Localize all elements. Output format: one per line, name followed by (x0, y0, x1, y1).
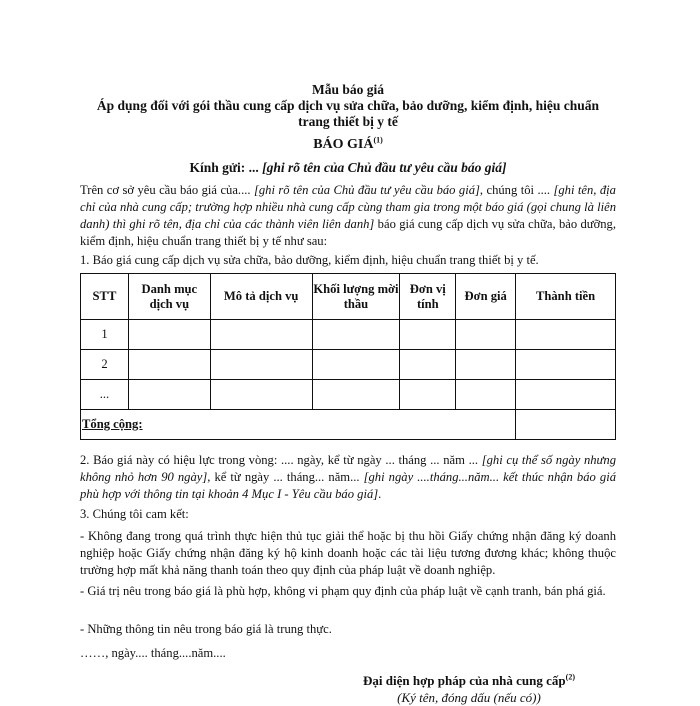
table-cell (456, 380, 516, 410)
table-cell (456, 320, 516, 350)
table-cell (210, 350, 312, 380)
footnote-marker-2: (2) (565, 672, 575, 682)
intro-placeholder-supplier: [ghi tên, địa chỉ của nhà cung cấp; trường hợp nhiều nhà cung cấp cùng tham gia trong một báo giá (gọi chung là liên danh) thì ghi rõ tên, địa chỉ của các thành viên liên danh] (80, 183, 616, 231)
section-2-validity (80, 452, 616, 503)
document-title-text: BÁO GIÁ (313, 137, 374, 152)
commitment-item-1: - Không đang trong quá trình thực hiện thủ tục giải thể hoặc bị thu hồi Giấy chứng nhận đăng ký doanh nghiệp hoặc Giấy chứng nhận đăng ký hộ kinh doanh hoặc các tài liệu tương đương khác; không thuộc trường hợp mất khả năng thanh toán theo quy định của pháp luật về doanh nghiệp. (80, 529, 616, 577)
row-number: ... (81, 380, 129, 410)
table-cell (128, 320, 210, 350)
commitment-item-2: - Giá trị nêu trong báo giá là phù hợp, không vi phạm quy định của pháp luật về cạnh tranh, bán phá giá. (80, 584, 606, 598)
col-header-service-category: Danh mục dịch vụ (128, 274, 210, 320)
recipient-line (80, 160, 616, 176)
section-3-heading: 3. Chúng tôi cam kết: (80, 507, 189, 521)
table-cell (312, 320, 400, 350)
col-header-quantity: Khối lượng mời thầu (312, 274, 400, 320)
table-cell (400, 320, 456, 350)
validity-placeholder-days: [ghi cụ thể số ngày nhưng không nhỏ hơn 90 ngày] (80, 453, 617, 484)
validity-text-2: , kể từ ngày ... tháng... năm... (207, 470, 364, 484)
col-header-amount: Thành tiền (516, 274, 616, 320)
table-row (81, 350, 616, 380)
recipient-label: Kính gửi: ... (189, 160, 263, 175)
intro-placeholder-investor: [ghi rõ tên của Chủ đầu tư yêu cầu báo giá] (253, 183, 480, 197)
col-header-service-description: Mô tả dịch vụ (210, 274, 312, 320)
signature-title (349, 673, 589, 689)
intro-paragraph (80, 182, 616, 250)
total-value-cell (516, 410, 616, 440)
intro-text-2: , chúng tôi .... (479, 183, 554, 197)
signature-title-text: Đại diện hợp pháp của nhà cung cấp (363, 673, 566, 688)
col-header-unit: Đơn vị tính (400, 274, 456, 320)
table-cell (128, 350, 210, 380)
intro-text-1: Trên cơ sở yêu cầu báo giá của.... (80, 183, 254, 197)
form-scope-line: Áp dụng đối với gói thầu cung cấp dịch vụ sửa chữa, bảo dưỡng, kiểm định, hiệu chuẩn (96, 98, 600, 113)
table-cell (312, 350, 400, 380)
validity-text-3: . (378, 487, 382, 501)
document-title (80, 137, 616, 153)
col-header-stt: STT (81, 274, 129, 320)
table-cell (128, 380, 210, 410)
table-cell (516, 380, 616, 410)
total-row (81, 410, 616, 440)
commitment-item-3: - Những thông tin nêu trong báo giá là trung thực. (80, 622, 332, 636)
table-cell (210, 320, 312, 350)
table-cell (456, 350, 516, 380)
table-row (81, 320, 616, 350)
table-cell (312, 380, 400, 410)
footnote-marker-1: (1) (373, 135, 383, 145)
table-cell (516, 350, 616, 380)
validity-text-1: 2. Báo giá này có hiệu lực trong vòng: .... ngày, kể từ ngày ... tháng ... năm ... (80, 453, 482, 467)
validity-placeholder-end-date: [ghi ngày ....tháng...năm... kết thúc nhận báo giá phù hợp với thông tin tại khoản 4 Mục I - Yêu cầu báo giá] (80, 470, 616, 501)
signature-note: (Ký tên, đóng dấu (nếu có)) (397, 690, 541, 705)
section-1-heading: 1. Báo giá cung cấp dịch vụ sửa chữa, bảo dưỡng, kiểm định, hiệu chuẩn trang thiết bị y tế. (80, 253, 539, 267)
table-cell (516, 320, 616, 350)
intro-text-3: báo giá cung cấp dịch vụ sửa chữa, bảo dưỡng, kiểm định, hiệu chuẩn trang thiết bị y tế như sau: (80, 217, 617, 248)
total-label: Tổng cộng: (81, 410, 516, 440)
row-number: 1 (81, 320, 129, 350)
table-header-row (81, 274, 616, 320)
table-cell (400, 350, 456, 380)
col-header-unit-price: Đơn giá (456, 274, 516, 320)
row-number: 2 (81, 350, 129, 380)
recipient-placeholder: [ghi rõ tên của Chủ đầu tư yêu cầu báo giá] (262, 160, 507, 175)
date-line: ……, ngày.... tháng....năm.... (80, 646, 226, 660)
table-row (81, 380, 616, 410)
form-label: Mẫu báo giá (311, 82, 384, 97)
quotation-table (80, 273, 616, 440)
table-cell (210, 380, 312, 410)
table-cell (400, 380, 456, 410)
form-scope-line-2: trang thiết bị y tế (298, 114, 398, 129)
